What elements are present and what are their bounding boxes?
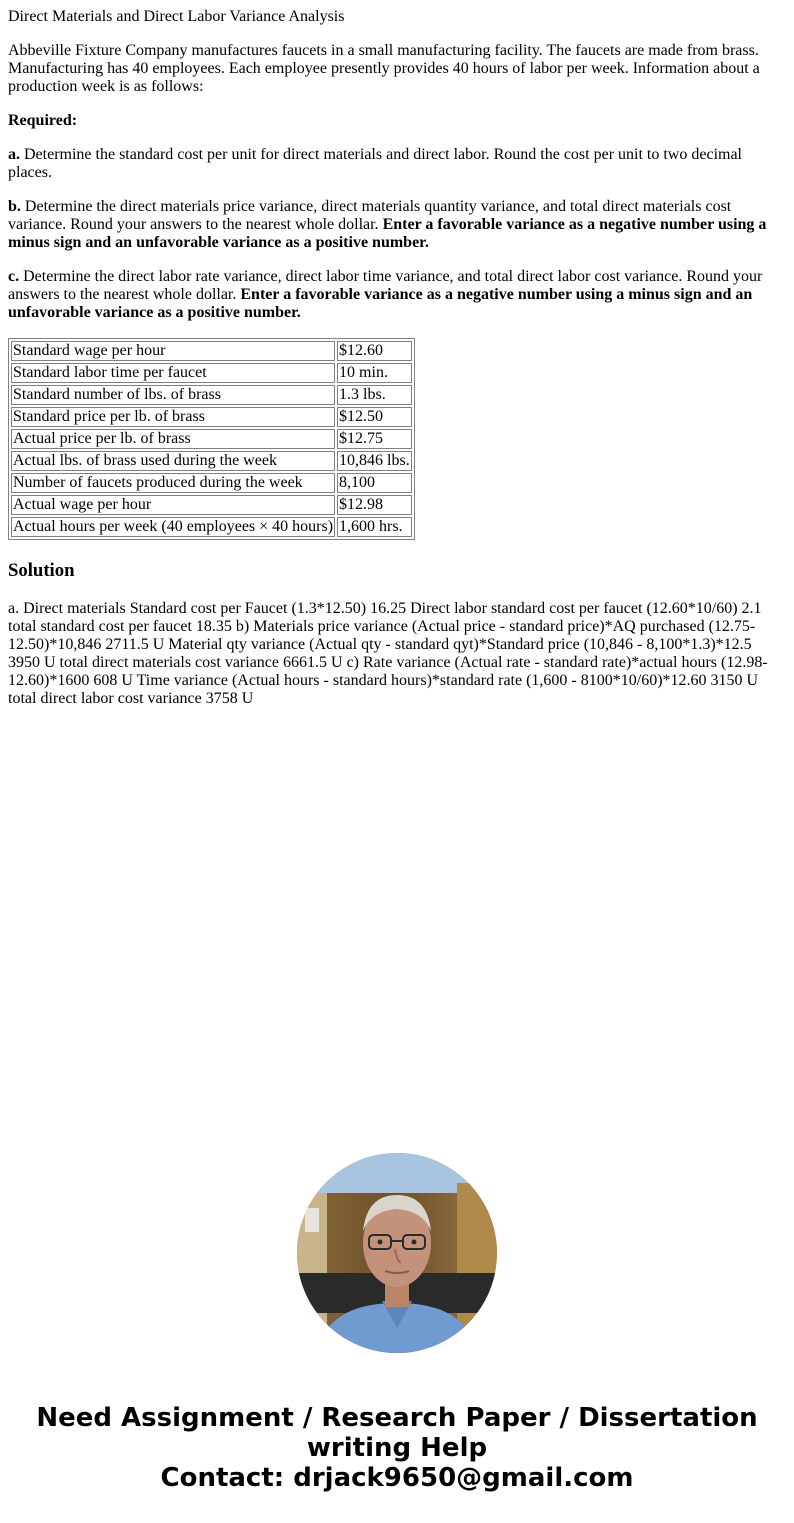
table-row (11, 363, 412, 383)
table-row (11, 341, 412, 361)
part-b-instruction: Enter a favorable variance as a negative number using a minus sign and an unfavorable variance as a positive number. (8, 216, 767, 251)
document-body (8, 8, 778, 708)
table-row (11, 473, 412, 493)
part-b (8, 198, 778, 252)
table-row (11, 451, 412, 471)
table-row (11, 429, 412, 449)
part-c-text: Determine the direct labor rate variance, direct labor time variance, and total direct labor cost variance. Round your answers to the nearest whole dollar. (8, 268, 763, 303)
table-label: Actual price per lb. of brass (11, 429, 335, 449)
table-value: $12.75 (337, 429, 412, 449)
table-value: $12.50 (337, 407, 412, 427)
table-row (11, 517, 412, 537)
part-a-text: Determine the standard cost per unit for direct materials and direct labor. Round the cost per unit to two decimal places. (8, 146, 742, 181)
table-value: 10 min. (337, 363, 412, 383)
table-value: 8,100 (337, 473, 412, 493)
table-row (11, 407, 412, 427)
part-b-text: Determine the direct materials price variance, direct materials quantity variance, and total direct materials cost variance. Round your answers to the nearest whole dollar. (8, 198, 732, 233)
table-label: Standard number of lbs. of brass (11, 385, 335, 405)
footer-line-1: Need Assignment / Research Paper / Dissertation (36, 1403, 758, 1433)
author-avatar (297, 1153, 497, 1353)
table-value: 1,600 hrs. (337, 517, 412, 537)
footer-line-2: writing Help (306, 1433, 488, 1463)
required-heading (8, 112, 778, 130)
table-value: $12.60 (337, 341, 412, 361)
part-a-letter: a. (8, 146, 20, 163)
part-c-instruction: Enter a favorable variance as a negative number using a minus sign and an unfavorable variance as a positive number. (8, 286, 753, 321)
part-b-letter: b. (8, 198, 21, 215)
solution-text: a. Direct materials Standard cost per Faucet (1.3*12.50) 16.25 Direct labor standard cost per faucet (12.60*10/60) 2.1 total standard cost per faucet 18.35 b) Materials price variance (Actual price - standard price)*AQ purchased (12.75-12.50)*10,846 2711.5 U Material qty variance (Actual qty - standard qyt)*Standard price (10,846 - 8,100*1.3)*12.5 3950 U total direct materials cost variance 6661.5 U c) Rate variance (Actual rate - standard rate)*actual hours (12.98-12.60)*1600 608 U Time variance (Actual hours - standard hours)*standard rate (1,600 - 8100*10/60)*12.60 3150 U total direct labor cost variance 3758 U (8, 600, 768, 707)
table-label: Standard labor time per faucet (11, 363, 335, 383)
table-value: $12.98 (337, 495, 412, 515)
part-c (8, 268, 778, 322)
table-label: Standard wage per hour (11, 341, 335, 361)
table-label: Standard price per lb. of brass (11, 407, 335, 427)
page-title: Direct Materials and Direct Labor Variance Analysis (8, 8, 345, 25)
part-c-letter: c. (8, 268, 20, 285)
footer-contact: Contact: drjack9650@gmail.com (160, 1463, 634, 1493)
table-label: Actual lbs. of brass used during the week (11, 451, 335, 471)
table-label: Actual wage per hour (11, 495, 335, 515)
table-row (11, 495, 412, 515)
part-a (8, 146, 778, 182)
table-label: Actual hours per week (40 employees × 40 hours) (13, 518, 334, 535)
required-label: Required: (8, 112, 78, 129)
table-value: 10,846 lbs. (339, 452, 410, 469)
table-row (11, 385, 412, 405)
footer-banner (0, 1403, 794, 1493)
intro-paragraph: Abbeville Fixture Company manufactures faucets in a small manufacturing facility. The faucets are made from brass. Manufacturing has 40 employees. Each employee presently provides 40 hours of labor per week. Information about a production week is as follows: (8, 42, 760, 95)
solution-heading: Solution (8, 560, 75, 581)
table-label: Number of faucets produced during the week (11, 473, 335, 493)
table-value: 1.3 lbs. (337, 385, 412, 405)
data-table (8, 338, 415, 540)
author-portrait-image (297, 1153, 497, 1353)
